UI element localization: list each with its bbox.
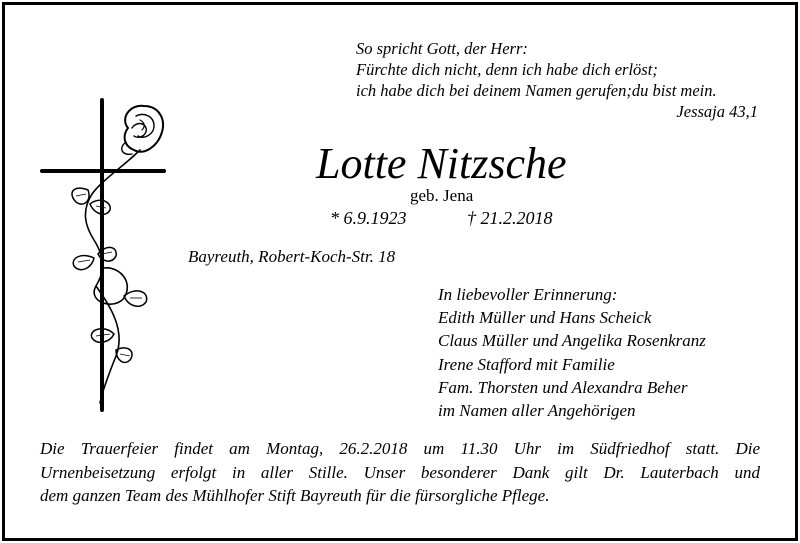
death-date: † 21.2.2018 <box>467 208 553 228</box>
birth-name: geb. Jena <box>410 186 474 205</box>
mourner-name: Edith Müller und Hans Scheick <box>438 308 652 328</box>
notice-line: Die Trauerfeier findet am Montag, 26.2.2018 um 11.30 Uhr im Südfriedhof statt. Die <box>40 439 760 458</box>
mourners-block <box>438 283 706 422</box>
mourner-name: im Namen aller Angehörigen <box>438 401 636 421</box>
deceased-name: Lotte Nitzsche <box>316 139 567 188</box>
mourner-name: Claus Müller und Angelika Rosenkranz <box>438 331 706 351</box>
cross-with-rose-icon <box>40 98 170 413</box>
notice-line: Urnenbeisetzung erfolgt in aller Stille. Unser besonderer Dank gilt Dr. Lauterbach und <box>40 462 760 482</box>
bible-verse <box>356 38 760 122</box>
birth-date: * 6.9.1923 <box>330 208 407 228</box>
verse-line: So spricht Gott, der Herr: <box>356 39 528 58</box>
address: Bayreuth, Robert-Koch-Str. 18 <box>188 247 396 266</box>
mourner-name: Irene Stafford mit Familie <box>438 354 615 374</box>
verse-reference: Jessaja 43,1 <box>676 102 758 121</box>
verse-line: ich habe dich bei deinem Namen gerufen;du bist mein. <box>356 81 717 100</box>
mourners-heading: In liebevoller Erinnerung: <box>438 285 618 304</box>
mourner-name: Fam. Thorsten und Alexandra Beher <box>438 377 688 397</box>
life-dates <box>330 207 553 229</box>
notice-line: dem ganzen Team des Mühlhofer Stift Bayreuth für die fürsorgliche Pflege. <box>40 486 550 505</box>
funeral-notice <box>40 437 760 508</box>
verse-line: Fürchte dich nicht, denn ich habe dich erlöst; <box>356 60 658 79</box>
